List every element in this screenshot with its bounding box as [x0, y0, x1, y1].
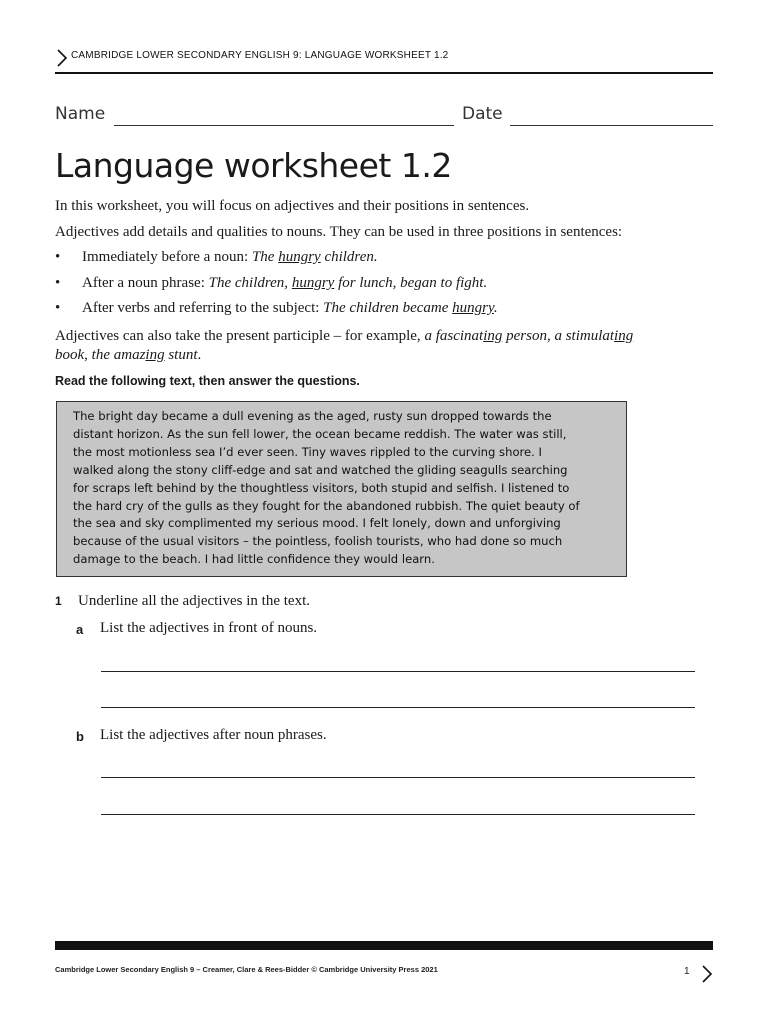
- passage-line: walked along the stony cliff-edge and sat and watched the gliding seagulls searching: [73, 462, 568, 477]
- example-pre: The children became: [323, 300, 453, 316]
- example-pre: The: [251, 249, 279, 265]
- passage-line: because of the usual visitors – the pointless, foolish tourists, who had done so much: [73, 534, 563, 549]
- example-noun: stunt: [164, 347, 198, 363]
- end-punctuation: .: [197, 347, 202, 363]
- example-noun: person: [502, 328, 547, 344]
- bullet-example: [209, 275, 488, 291]
- bullet-example: [323, 300, 497, 316]
- passage-line: the sea and sky complimented my serious mood. I felt lonely, down and unforgiving: [73, 516, 561, 531]
- chevron-right-icon: [55, 48, 69, 68]
- example-suffix: ing: [614, 328, 634, 344]
- participle-paragraph: [55, 327, 695, 365]
- date-label: Date: [462, 104, 503, 124]
- example-post: for lunch, began to fight.: [334, 275, 488, 291]
- answer-line[interactable]: [101, 777, 695, 778]
- reading-passage: [56, 401, 627, 577]
- name-date-row: [55, 104, 713, 128]
- example-stem: the amaz: [91, 347, 146, 363]
- passage-line: for scraps left behind by the thoughtless visitors, both stupid and selfish. I listened to: [73, 480, 570, 495]
- intro-line-1: In this worksheet, you will focus on adjectives and their positions in sentences.: [55, 198, 530, 214]
- participle-example-3: [92, 347, 198, 363]
- bullet-lead: After verbs and referring to the subject:: [82, 300, 324, 316]
- name-label: Name: [55, 104, 106, 124]
- bullet-dot: •: [55, 300, 61, 316]
- part-letter: b: [76, 729, 84, 744]
- passage-line: the most motionless sea I’d ever seen. Tiny waves rippled to the curving shore. I: [73, 444, 542, 459]
- reading-instruction: Read the following text, then answer the questions.: [55, 374, 360, 388]
- part-text: List the adjectives after noun phrases.: [100, 727, 327, 743]
- separator: ,: [84, 347, 92, 363]
- example-noun: book: [55, 347, 85, 363]
- example-suffix: ing: [145, 347, 165, 363]
- bullet-lead: Immediately before a noun:: [82, 249, 252, 265]
- question-text: Underline all the adjectives in the text.: [78, 593, 311, 609]
- answer-line[interactable]: [101, 671, 695, 672]
- intro-line-2: Adjectives add details and qualities to nouns. They can be used in three positions in sentences:: [55, 224, 623, 240]
- example-stem: a fascinat: [424, 328, 484, 344]
- example-adjective: hungry: [452, 300, 494, 316]
- participle-example-1: [424, 328, 547, 344]
- passage-line: distant horizon. As the sun fell lower, the ocean became reddish. The water was still,: [73, 426, 567, 441]
- header-title: CAMBRIDGE LOWER SECONDARY ENGLISH 9: LANGUAGE WORKSHEET 1.2: [71, 50, 449, 61]
- page-number: 1: [684, 966, 690, 977]
- name-field[interactable]: [114, 125, 454, 126]
- example-adjective: hungry: [291, 275, 335, 291]
- bullet-text: [82, 275, 487, 292]
- bullet-example: [252, 249, 378, 265]
- example-suffix: ing: [483, 328, 503, 344]
- bullet-dot: •: [55, 249, 61, 265]
- footer-divider: [55, 941, 713, 950]
- example-stem: a stimulat: [554, 328, 615, 344]
- part-text: List the adjectives in front of nouns.: [100, 620, 318, 636]
- passage-line: damage to the beach. I had little confidence they would learn.: [73, 552, 435, 567]
- example-adjective: hungry: [278, 249, 321, 265]
- page-title: Language worksheet 1.2: [55, 146, 452, 185]
- bullet-text: [82, 249, 378, 266]
- answer-line[interactable]: [101, 707, 695, 708]
- example-pre: The children,: [208, 275, 292, 291]
- example-post: .: [493, 300, 498, 316]
- bullet-lead: After a noun phrase:: [82, 275, 209, 291]
- bullet-text: [82, 300, 498, 317]
- passage-line: The bright day became a dull evening as the aged, rusty sun dropped towards the: [73, 409, 552, 423]
- page-header: [55, 46, 713, 74]
- participle-lead: Adjectives can also take the present participle – for example,: [55, 328, 425, 344]
- footer-credit: Cambridge Lower Secondary English 9 – Creamer, Clare & Rees-Bidder © Cambridge University Press 2021: [55, 965, 438, 974]
- separator: ,: [546, 328, 555, 344]
- part-letter: a: [76, 622, 84, 637]
- bullet-dot: •: [55, 275, 61, 291]
- example-post: children.: [320, 249, 378, 265]
- passage-line: the hard cry of the gulls as they fought for the abandoned rubbish. The quiet beauty of: [73, 498, 580, 513]
- chevron-right-icon[interactable]: [700, 964, 714, 984]
- date-field[interactable]: [510, 125, 713, 126]
- answer-line[interactable]: [101, 814, 695, 815]
- question-number: 1: [55, 594, 62, 608]
